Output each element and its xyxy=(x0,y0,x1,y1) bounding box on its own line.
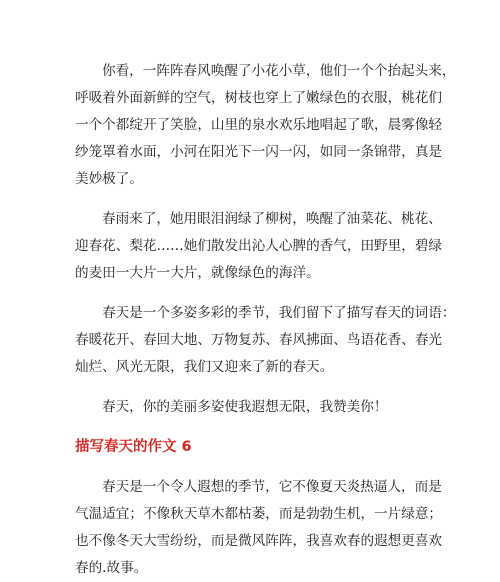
paragraph-4 xyxy=(75,394,427,421)
section-heading: 描写春天的作文 6 xyxy=(75,439,192,455)
paragraph-line: 一个个都绽开了笑脸，山里的泉水欢乐地唱起了歌，晨雾像轻 xyxy=(75,117,443,133)
paragraph-line: 春天是一个多姿多彩的季节，我们留下了描写春天的词语： xyxy=(102,305,456,321)
paragraph-line: 春天，你的美丽多姿使我遐想无限，我赞美你！ xyxy=(102,399,388,415)
paragraph-gap xyxy=(75,381,427,394)
paragraph-line: 你看，一阵阵春风唤醒了小花小草，他们一个个抬起头来， xyxy=(102,63,456,79)
document-page xyxy=(75,58,456,582)
paragraph-3 xyxy=(75,300,456,381)
paragraph-line: 春天是一个令人遐想的季节，它不像夏天炎热逼人，而是 xyxy=(102,479,442,495)
paragraph-gap xyxy=(75,421,427,434)
paragraph-line: 迎春花、梨花……她们散发出沁人心脾的香气，田野里，碧绿 xyxy=(75,238,443,254)
paragraph-line: 呼吸着外面新鲜的空气，树枝也穿上了嫩绿色的衣服，桃花们 xyxy=(75,90,443,106)
paragraph-1 xyxy=(75,58,456,193)
paragraph-line: 也不像冬天大雪纷纷，而是微风阵阵，我喜欢春的遐想更喜欢 xyxy=(75,533,443,549)
paragraph-line: 春的.故事。 xyxy=(75,560,148,576)
paragraph-line: 的麦田一大片一大片，就像绿色的海洋。 xyxy=(75,265,320,281)
paragraph-gap xyxy=(75,461,427,474)
paragraph-gap xyxy=(75,193,427,206)
paragraph-line: 气温适宜；不像秋天草木都枯萎，而是勃勃生机，一片绿意； xyxy=(75,506,443,522)
paragraph-gap xyxy=(75,287,427,300)
paragraph-2 xyxy=(75,206,443,287)
paragraph-line: 美妙极了。 xyxy=(75,171,143,187)
paragraph-line: 纱笼罩着水面，小河在阳光下一闪一闪，如同一条锦带，真是 xyxy=(75,144,443,160)
paragraph-line: 春暖花开、春回大地、万物复苏、春风拂面、鸟语花香、春光 xyxy=(75,332,443,348)
paragraph-line: 灿烂、风光无限，我们又迎来了新的春天。 xyxy=(75,359,334,375)
paragraph-line: 春雨来了，她用眼泪润绿了柳树，唤醒了油菜花、桃花、 xyxy=(102,211,442,227)
